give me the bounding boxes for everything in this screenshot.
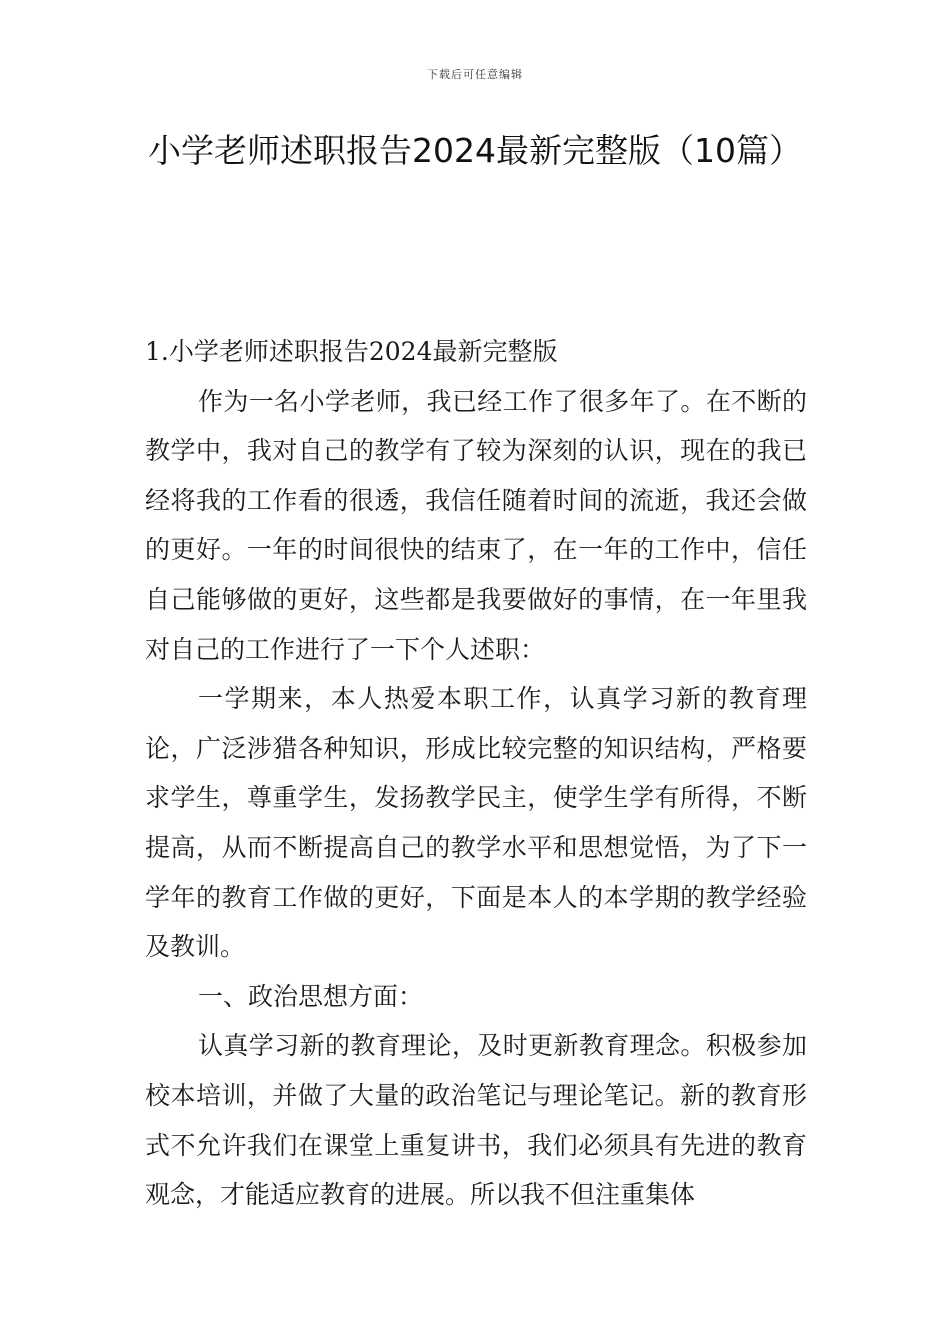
header-note: 下载后可任意编辑 <box>427 68 523 81</box>
subsection-heading: 一、政治思想方面： <box>198 981 424 1011</box>
document-title: 小学老师述职报告2024最新完整版（10篇） <box>148 131 802 170</box>
body-paragraph: 一学期来，本人热爱本职工作，认真学习新的教育理论，广泛涉猎各种知识，形成比较完整的知识结构，严格要求学生，尊重学生，发扬教学民主，使学生学有所得，不断提高，从而不断提高自己的教学水平和思想觉悟，为了下一学年的教育工作做的更好，下面是本人的本学期的教学经验及教训。 <box>145 684 807 962</box>
body-paragraph: 认真学习新的教育理论，及时更新教育理念。积极参加校本培训，并做了大量的政治笔记与理论笔记。新的教育形式不允许我们在课堂上重复讲书，我们必须具有先进的教育观念，才能适应教育的进展。所以我不但注重集体 <box>145 1031 807 1210</box>
document-body <box>145 327 807 1220</box>
section-heading: 1.小学老师述职报告2024最新完整版 <box>145 337 558 366</box>
body-paragraph: 作为一名小学老师，我已经工作了很多年了。在不断的教学中，我对自己的教学有了较为深刻的认识，现在的我已经将我的工作看的很透，我信任随着时间的流逝，我还会做的更好。一年的时间很快的结束了，在一年的工作中，信任自己能够做的更好，这些都是我要做好的事情，在一年里我对自己的工作进行了一下个人述职： <box>145 386 807 664</box>
